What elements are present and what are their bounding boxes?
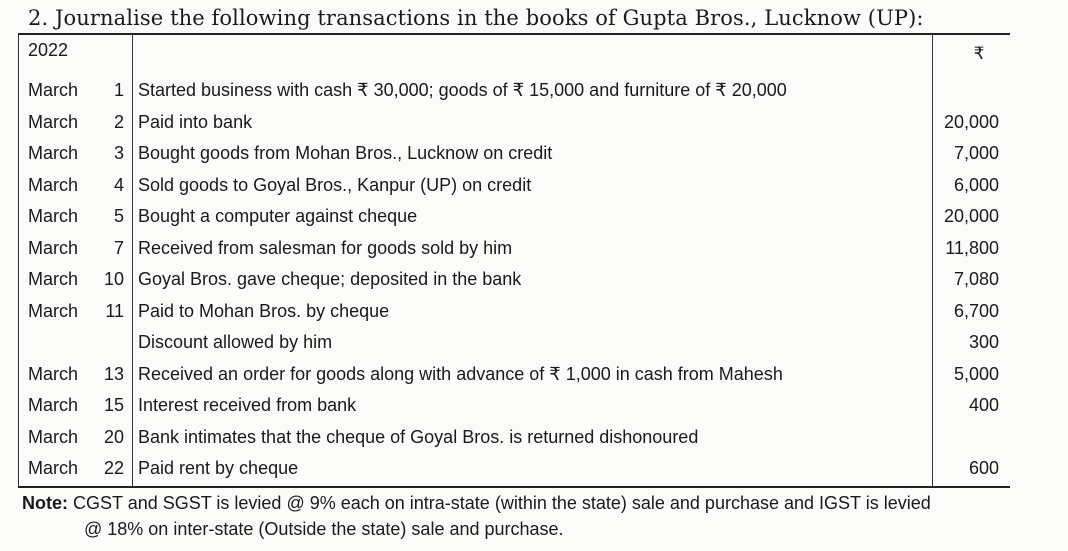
row-amount: 6,000 [953, 174, 999, 195]
table-row [18, 390, 1010, 422]
row-description: Bank intimates that the cheque of Goyal Bros. is returned dishonoured [138, 426, 699, 447]
row-description: Paid into bank [138, 111, 253, 132]
table-row [18, 422, 1010, 454]
row-day: 4 [113, 174, 124, 195]
row-description: Bought goods from Mohan Bros., Lucknow on credit [138, 143, 553, 163]
row-description: Received from salesman for goods sold by him [138, 237, 513, 258]
row-month: March [28, 206, 79, 226]
row-day: 15 [103, 395, 124, 415]
note-line-2: @ 18% on inter-state (Outside the state) sale and purchase. [84, 519, 564, 539]
note-line-1: CGST and SGST is levied @ 9% each on intra-state (within the state) sale and purchase and IGST is levied [73, 493, 931, 513]
row-month: March [28, 300, 79, 321]
row-month: March [28, 174, 79, 195]
row-month: March [28, 426, 79, 447]
table-row [18, 107, 1010, 139]
row-description: Received an order for goods along with advance of ₹ 1,000 in cash from Mahesh [138, 363, 783, 384]
table-row [18, 359, 1010, 391]
row-description: Started business with cash ₹ 30,000; goods of ₹ 15,000 and furniture of ₹ 20,000 [138, 80, 787, 100]
row-amount: 11,800 [945, 237, 999, 258]
row-month: March [28, 143, 79, 163]
row-description: Bought a computer against cheque [138, 206, 418, 226]
note [22, 490, 1022, 542]
row-day: 3 [113, 143, 124, 163]
row-day: 10 [103, 269, 124, 289]
row-day: 2 [113, 111, 124, 132]
row-day: 1 [113, 80, 124, 100]
table-row [18, 264, 1010, 296]
row-day: 11 [105, 300, 124, 321]
row-month: March [28, 111, 79, 132]
row-amount: 600 [968, 458, 999, 478]
row-month: March [28, 269, 79, 289]
table-row [18, 327, 1010, 359]
table-row [18, 233, 1010, 265]
row-month: March [28, 395, 79, 415]
row-description: Goyal Bros. gave cheque; deposited in the bank [138, 269, 522, 289]
row-day: 22 [103, 458, 124, 478]
row-amount: 400 [968, 395, 999, 415]
note-label: Note: [22, 493, 68, 513]
row-amount: 300 [968, 332, 999, 352]
amount-currency-header: ₹ [973, 44, 985, 63]
question-title: 2. Journalise the following transactions in the books of Gupta Bros., Lucknow (UP): [28, 6, 924, 30]
table-row [18, 75, 1010, 107]
table-header-row [18, 35, 1010, 67]
row-day: 20 [103, 426, 124, 447]
row-month: March [28, 363, 79, 384]
row-amount: 7,080 [953, 269, 999, 289]
row-month: March [28, 458, 79, 478]
year-label: 2022 [28, 40, 69, 60]
row-day: 7 [113, 237, 124, 258]
row-amount: 20,000 [943, 111, 999, 132]
row-month: March [28, 80, 79, 100]
row-description: Paid rent by cheque [138, 458, 299, 478]
table-row [18, 138, 1010, 170]
row-amount: 20,000 [943, 206, 999, 226]
row-amount: 5,000 [953, 363, 999, 384]
row-day: 5 [113, 206, 124, 226]
table-row [18, 453, 1010, 485]
row-description: Discount allowed by him [138, 332, 333, 352]
row-description: Interest received from bank [138, 395, 357, 415]
row-amount: 6,700 [953, 300, 999, 321]
row-day: 13 [103, 363, 124, 384]
transactions-table [18, 33, 1010, 488]
table-row [18, 296, 1010, 328]
row-description: Paid to Mohan Bros. by cheque [138, 300, 390, 321]
row-month: March [28, 237, 79, 258]
row-description: Sold goods to Goyal Bros., Kanpur (UP) on credit [138, 174, 532, 195]
table-row [18, 170, 1010, 202]
table-row [18, 201, 1010, 233]
row-amount: 7,000 [953, 143, 999, 163]
